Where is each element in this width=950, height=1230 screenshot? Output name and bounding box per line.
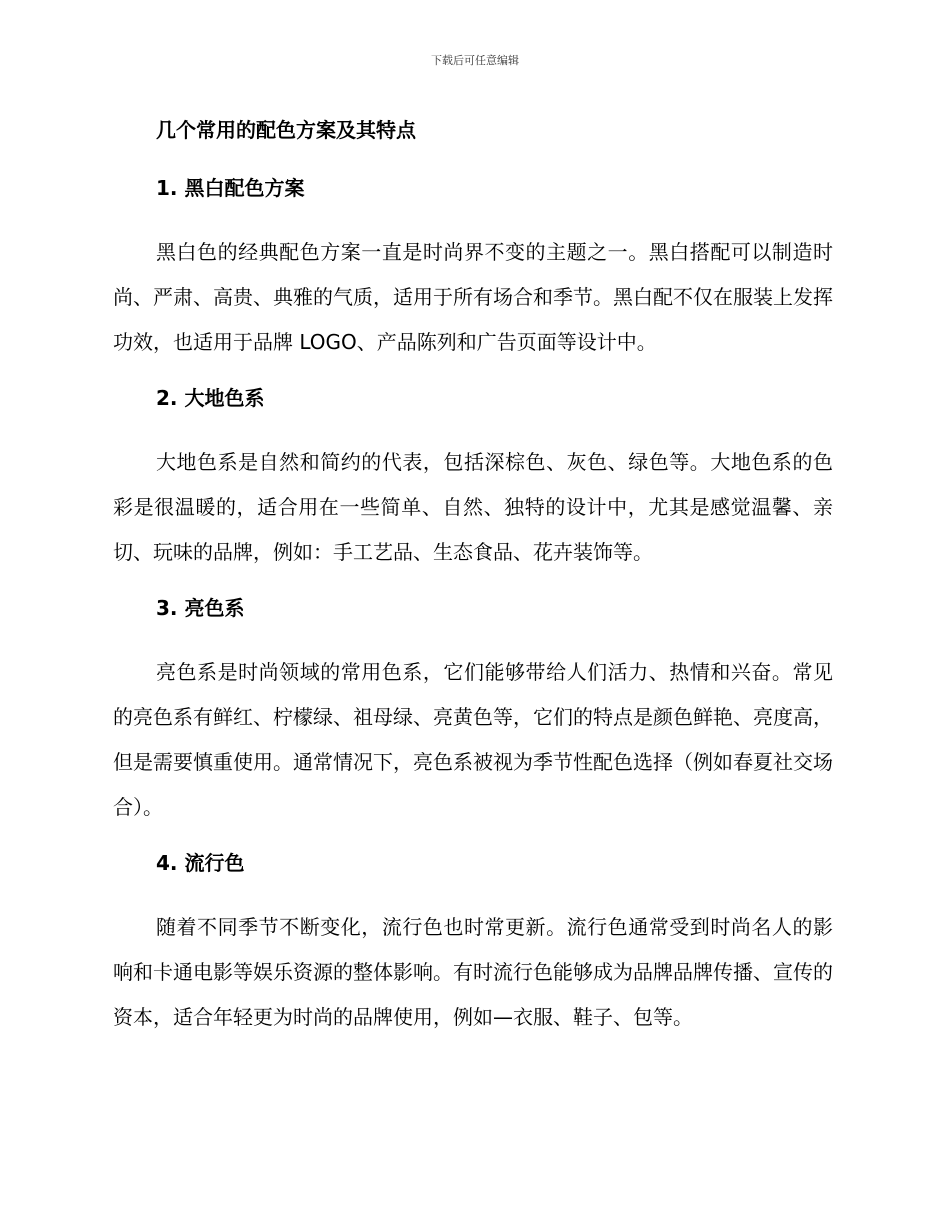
- section-body-trend-colors: 随着不同季节不断变化，流行色也时常更新。流行色通常受到时尚名人的影响和卡通电影等娱乐资源的整体影响。有时流行色能够成为品牌品牌传播、宣传的资本，适合年轻更为时尚的品牌使用，例如—衣服、鞋子、包等。: [113, 915, 833, 1029]
- section-body-earth-tones: 大地色系是自然和简约的代表，包括深棕色、灰色、绿色等。大地色系的色彩是很温暖的，适合用在一些简单、自然、独特的设计中，尤其是感觉温馨、亲切、玩味的品牌，例如：手工艺品、生态食品、花卉装饰等。: [113, 450, 833, 564]
- document-content: [113, 114, 833, 1040]
- section-heading-black-white: 1. 黑白配色方案: [156, 176, 305, 200]
- section-body-bright-colors: 亮色系是时尚领域的常用色系，它们能够带给人们活力、热情和兴奋。常见的亮色系有鲜红、柠檬绿、祖母绿、亮黄色等，它们的特点是颜色鲜艳、亮度高，但是需要慎重使用。通常情况下，亮色系被视为季节性配色选择（例如春夏社交场合）。: [113, 660, 833, 819]
- section-body-black-white: 黑白色的经典配色方案一直是时尚界不变的主题之一。黑白搭配可以制造时尚、严肃、高贵、典雅的气质，适用于所有场合和季节。黑白配不仅在服装上发挥功效，也适用于品牌 LOGO、产品陈列和广告页面等设计中。: [113, 240, 833, 354]
- document-title: 几个常用的配色方案及其特点: [156, 118, 416, 142]
- section-heading-earth-tones: 2. 大地色系: [156, 386, 265, 410]
- header-note: 下载后可任意编辑: [431, 54, 519, 67]
- section-heading-trend-colors: 4. 流行色: [156, 851, 245, 875]
- section-heading-bright-colors: 3. 亮色系: [156, 596, 245, 620]
